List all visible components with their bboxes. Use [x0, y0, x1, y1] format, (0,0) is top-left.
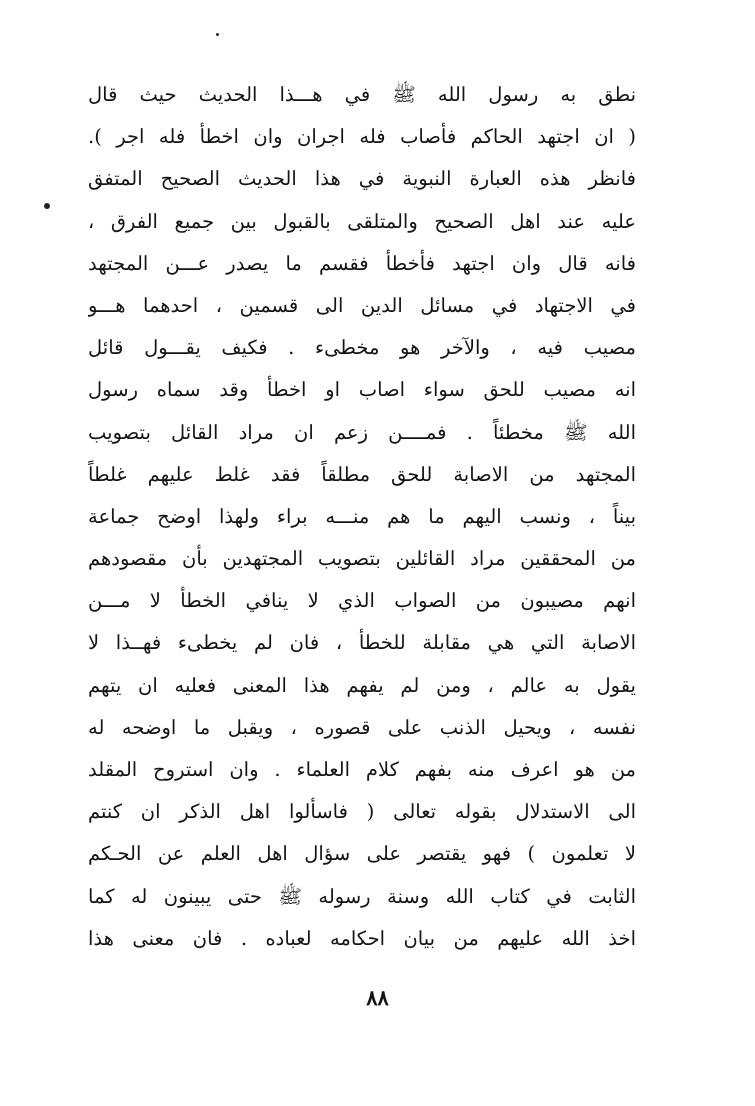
text-line-9: الله ﷺ مخطئاً . فمــــن زعم ان مراد القائل بتصويب — [88, 420, 636, 444]
text-line-2: ( ان اجتهد الحاكم فأصاب فله اجران وان اخطأ فله اجر ). — [88, 125, 636, 149]
text-line-3: فانظر هذه العبارة النبوية في هذا الحديث الصحيح المتفق — [88, 167, 636, 191]
text-line-1: نطق به رسول الله ﷺ في هـــذا الحديث حيث قال — [88, 83, 636, 106]
scan-speck-margin — [44, 203, 50, 209]
text-line-19: لا تعلمون ) فهو يقتصر على سؤال اهل العلم عن الحـكم — [88, 842, 636, 866]
text-line-18: الى الاستدلال بقوله تعالى ( فاسألوا اهل الذكر ان كنتم — [88, 800, 636, 824]
text-line-10: المجتهد من الاصابة للحق مطلقاً فقد غلط عليهم غلطاً — [88, 462, 636, 486]
text-line-17: من هو اعرف منه بفهم كلام العلماء . وان استروح المقلد — [88, 758, 636, 781]
text-line-16: نفسه ، ويحيل الذنب على قصوره ، ويقبل ما اوضحه له — [88, 715, 636, 739]
text-line-15: يقول به عالم ، ومن لم يفهم هذا المعنى فعليه ان يتهم — [88, 673, 636, 697]
text-line-8: انه مصيب للحق سواء اصاب او اخطأ وقد سماه رسول — [88, 378, 636, 402]
text-line-14: الاصابة التي هي مقابلة للخطأ ، فان لم يخطىء فهــذا لا — [88, 631, 636, 655]
text-line-4: عليه عند اهل الصحيح والمتلقى بالقبول بين جميع الفرق ، — [88, 209, 636, 233]
page-number: ٨٨ — [366, 985, 389, 1010]
scan-speck-top — [216, 33, 219, 36]
text-line-5: فانه قال وان اجتهد فأخطأ فقسم ما يصدر عـــن المجتهد — [88, 251, 636, 275]
text-line-12: من المحققين مراد القائلين بتصويب المجتهدين بأن مقصودهم — [88, 547, 636, 571]
text-line-7: مصيب فيه ، والآخر هو مخطىء . فكيف يقـــول قائل — [88, 336, 636, 360]
text-line-20: الثابت في كتاب الله وسنة رسوله ﷺ حتى يبينون له كما — [88, 884, 636, 908]
text-line-6: في الاجتهاد في مسائل الدين الى قسمين ، احدهما هـــو — [88, 293, 636, 317]
text-line-21: اخذ الله عليهم من بيان احكامه لعباده . فان معنى هذا — [88, 926, 636, 950]
text-line-11: بيناً ، ونسب اليهم ما هم منـــه براء ولهذا اوضح جماعة — [88, 504, 636, 528]
text-line-13: انهم مصيبون من الصواب الذي لا ينافي الخطأ لا مـــن — [88, 589, 636, 613]
body-text — [88, 74, 636, 960]
